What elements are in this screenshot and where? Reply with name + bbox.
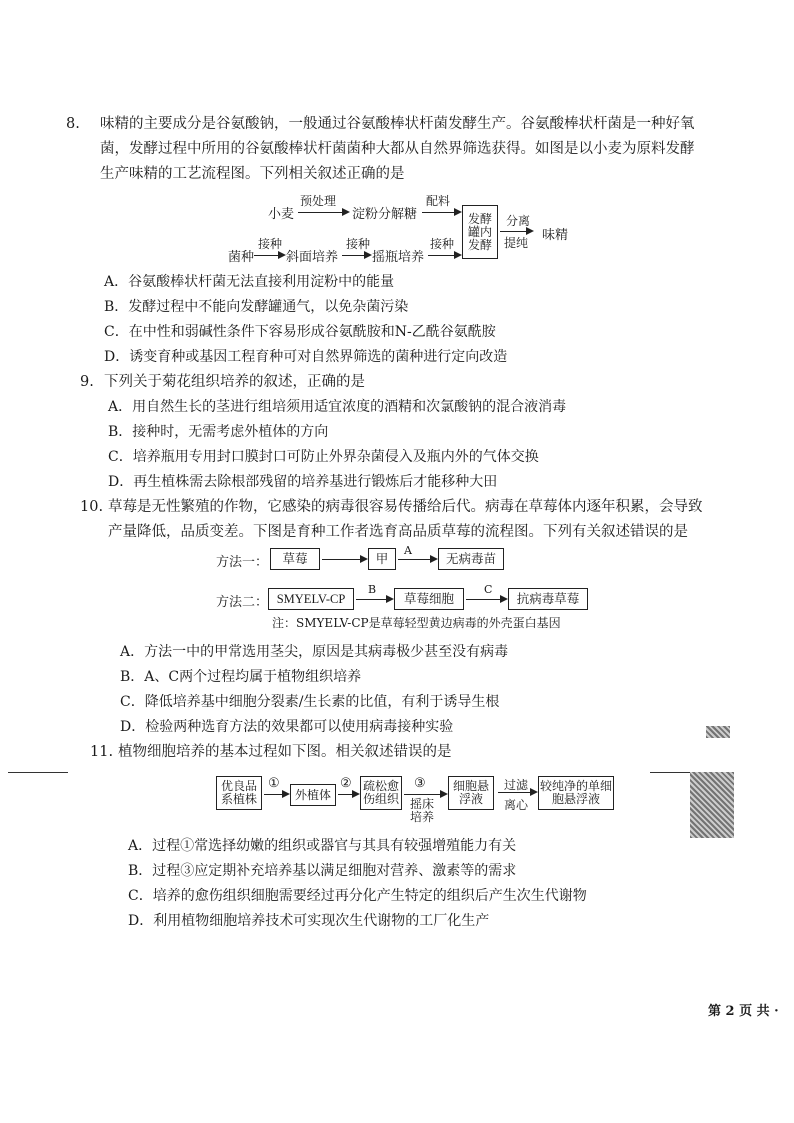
arrow-inoc1 <box>254 255 284 256</box>
callus-box: 疏松愈伤组织 <box>360 776 402 810</box>
q10-option-a: A．方法一中的甲常选用茎尖，原因是其病毒极少甚至没有病毒 <box>120 644 509 660</box>
q11-option-d: D．利用植物细胞培养技术可实现次生代谢物的工厂化生产 <box>128 913 490 929</box>
slant-label: 斜面培养 <box>286 250 339 265</box>
q8-option-c: C．在中性和弱碱性条件下容易形成谷氨酰胺和N-乙酰谷氨酰胺 <box>104 324 496 340</box>
arrow-step2 <box>338 794 358 795</box>
inoc1-label: 接种 <box>258 237 283 251</box>
inoc3-label: 接种 <box>430 237 455 251</box>
q10-option-b: B．A、C两个过程均属于植物组织培养 <box>120 669 362 685</box>
starch-label: 淀粉分解糖 <box>352 207 418 222</box>
jia-box: 甲 <box>368 548 396 570</box>
filter-label: 过滤 <box>504 778 529 792</box>
extract-label: 提纯 <box>504 236 529 250</box>
arrow-inoc3 <box>428 255 460 256</box>
inoc2-label: 接种 <box>346 237 371 251</box>
q8-stem-line1: 味精的主要成分是谷氨酸钠，一般通过谷氨酸棒状杆菌发酵生产。谷氨酸棒状杆菌是一种好氧 <box>100 116 695 132</box>
fermenter-box: 发酵罐内发酵 <box>462 205 498 259</box>
q10-stem-line1: 草莓是无性繁殖的作物，它感染的病毒很容易传播给后代。病毒在草莓体内逐年积累，会导致 <box>108 499 703 515</box>
suspension-box: 细胞悬浮液 <box>448 776 494 810</box>
arrow-filter <box>498 792 536 793</box>
q11-number: 11. <box>90 744 114 760</box>
mix-label: 配料 <box>426 194 451 208</box>
q11-option-a: A．过程①常选择幼嫩的组织或器官与其具有较强增殖能力有关 <box>128 838 517 854</box>
wheat-label: 小麦 <box>268 207 295 222</box>
method1-label: 方法一： <box>216 555 269 570</box>
pretreat-label: 预处理 <box>300 194 337 208</box>
margin-mark-large <box>690 772 734 838</box>
step1-label: ① <box>268 776 280 791</box>
q8-stem-line3: 生产味精的工艺流程图。下列相关叙述正确的是 <box>100 166 405 182</box>
q8-number: 8. <box>66 116 80 132</box>
step3-label: ③ <box>414 776 426 791</box>
cell-box: 草莓细胞 <box>394 588 464 610</box>
q9-option-d: D．再生植株需去除根部残留的培养基进行锻炼后才能移种大田 <box>108 474 498 490</box>
q9-option-b: B．接种时，无需考虑外植体的方向 <box>108 424 329 440</box>
q11-stem: 植物细胞培养的基本过程如下图。相关叙述错误的是 <box>118 744 452 760</box>
q9-stem: 下列关于菊花组织培养的叙述，正确的是 <box>104 374 365 390</box>
step2-label: ② <box>340 776 352 791</box>
q10-option-c: C．降低培养基中细胞分裂素/生长素的比值，有利于诱导生根 <box>120 694 500 710</box>
arrow-mix <box>422 212 460 213</box>
q9-number: 9. <box>80 374 94 390</box>
q9-option-a: A．用自然生长的茎进行组培须用适宜浓度的酒精和次氯酸钠的混合液消毒 <box>108 399 567 415</box>
q8-option-d: D．诱变育种或基因工程育种可对自然界筛选的菌种进行定向改造 <box>104 349 508 365</box>
q10-number: 10. <box>80 499 104 515</box>
centrifuge-label: 离心 <box>504 798 529 812</box>
q9-option-c: C．培养瓶用专用封口膜封口可防止外界杂菌侵入及瓶内外的气体交换 <box>108 449 539 465</box>
arrow-m1-1 <box>322 559 366 560</box>
process-b-label: B <box>368 583 377 596</box>
arrow-c <box>466 599 506 600</box>
q10-option-d: D．检验两种选育方法的效果都可以使用病毒接种实验 <box>120 719 454 735</box>
method2-label: 方法二： <box>216 595 269 610</box>
shake-label: 摇瓶培养 <box>372 250 425 265</box>
margin-rule-right <box>650 772 690 773</box>
margin-rule-left <box>8 772 68 773</box>
page-number: 第 2 页 共 · <box>708 1004 779 1019</box>
q8-stem-line2: 菌，发酵过程中所用的谷氨酸棒状杆菌菌种大都从自然界筛选获得。如图是以小麦为原料发酵 <box>100 141 695 157</box>
shake-culture-label: 摇床培养 <box>410 797 435 824</box>
arrow-a <box>398 559 436 560</box>
process-a-label: A <box>404 544 412 557</box>
arrow-b <box>356 599 392 600</box>
virusfree-box: 无病毒苗 <box>438 548 504 570</box>
q10-note: 注：SMYELV-CP是草莓轻型黄边病毒的外壳蛋白基因 <box>272 616 561 630</box>
pure-suspension-box: 较纯净的单细胞悬浮液 <box>538 776 614 810</box>
strawberry-box: 草莓 <box>270 548 320 570</box>
plant-box: 优良品系植株 <box>216 776 262 810</box>
msg-label: 味精 <box>542 228 569 243</box>
q8-option-b: B．发酵过程中不能向发酵罐通气，以免杂菌污染 <box>104 299 409 315</box>
explant-box: 外植体 <box>290 784 336 806</box>
arrow-extract <box>500 231 532 232</box>
arrow-inoc2 <box>342 255 370 256</box>
separate-label: 分离 <box>506 214 531 228</box>
gene-box: SMYELV-CP <box>268 588 354 610</box>
process-c-label: C <box>484 583 493 596</box>
arrow-step3 <box>404 794 446 795</box>
strain-label: 菌种 <box>228 250 255 265</box>
q11-option-b: B．过程③应定期补充培养基以满足细胞对营养、激素等的需求 <box>128 863 517 879</box>
q8-option-a: A．谷氨酸棒状杆菌无法直接利用淀粉中的能量 <box>104 274 395 290</box>
arrow-pretreat <box>298 212 348 213</box>
margin-mark-small <box>706 726 730 738</box>
arrow-step1 <box>264 794 288 795</box>
resistant-box: 抗病毒草莓 <box>508 588 588 610</box>
q11-option-c: C．培养的愈伤组织细胞需要经过再分化产生特定的组织后产生次生代谢物 <box>128 888 587 904</box>
q10-stem-line2: 产量降低，品质变差。下图是育种工作者选育高品质草莓的流程图。下列有关叙述错误的是 <box>108 524 688 540</box>
